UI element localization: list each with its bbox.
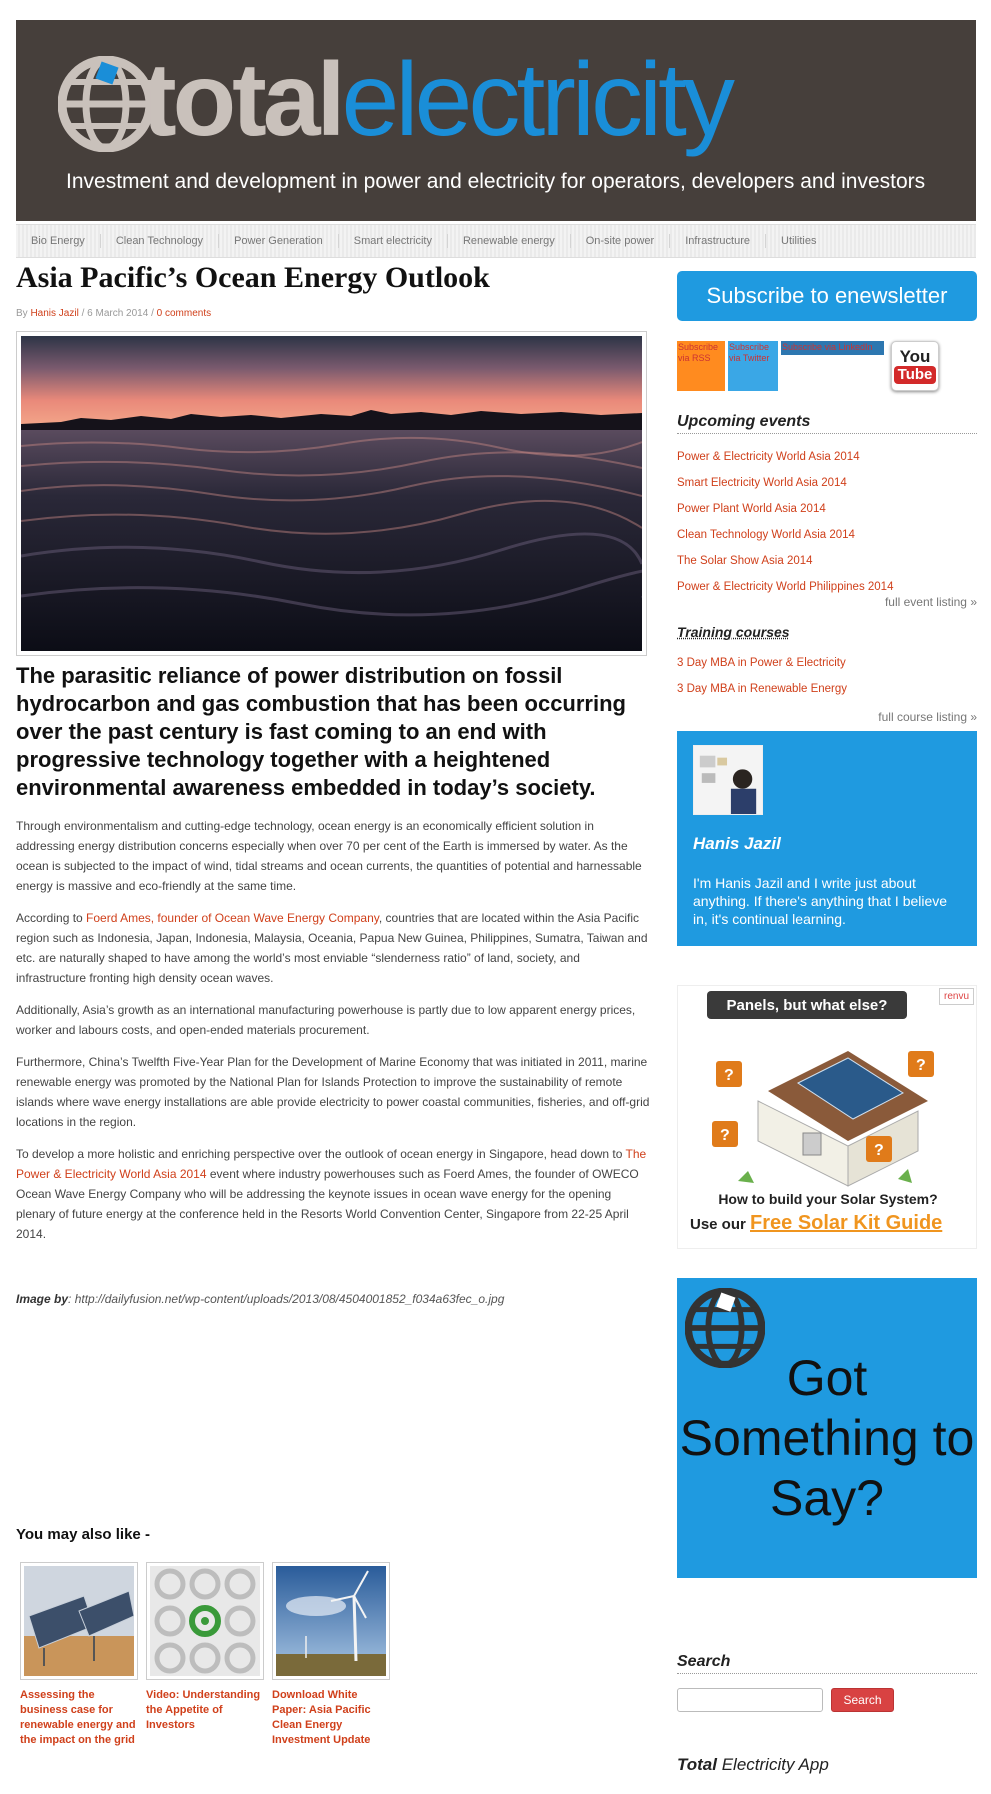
- logo-electricity: electricity: [341, 42, 731, 158]
- foerd-ames-link[interactable]: Foerd Ames, founder of Ocean Wave Energy Company: [86, 911, 379, 925]
- solar-panels-image: [24, 1566, 134, 1676]
- event-link[interactable]: Power & Electricity World Asia 2014: [677, 451, 860, 463]
- main-nav: [16, 224, 976, 258]
- nav-item-smart-electricity[interactable]: Smart electricity: [339, 234, 448, 248]
- paragraph-text: , countries that are located within the Asia Pacific region such as Indonesia, Japan, Indonesia, Malaysia, Oceania, Papua New Guinea, Philippines, Sumatra, Taiwan and etc. are naturally shaped to have among the world’s most enviable “slenderness ratio” of land, society, and infrastructure fronting high density ocean waves.: [16, 911, 648, 985]
- article-title[interactable]: Asia Pacific’s Ocean Energy Outlook: [16, 261, 490, 294]
- nav-item-clean-technology[interactable]: Clean Technology: [101, 234, 219, 248]
- nav-item-utilities[interactable]: Utilities: [781, 235, 817, 247]
- courses-list: [677, 650, 977, 702]
- event-link[interactable]: Power Plant World Asia 2014: [677, 503, 826, 515]
- image-credit: [16, 1292, 651, 1306]
- sidebar: [677, 271, 977, 1774]
- got-something-to-say-ad[interactable]: [677, 1278, 977, 1578]
- house-solar-illustration: [698, 1021, 958, 1189]
- search-title: Search: [677, 1653, 977, 1674]
- site-logo[interactable]: [142, 42, 731, 158]
- youtube-label-tube: Tube: [894, 366, 937, 384]
- article-date: / 6 March 2014 /: [78, 308, 157, 319]
- ocean-sunset-image: [21, 336, 642, 651]
- related-thumbnail[interactable]: [146, 1562, 264, 1680]
- search-form: [677, 1688, 977, 1712]
- article-paragraph-1: Through environmentalism and cutting-edge technology, ocean energy is an economically efficient solution in addressing energy distribution concerns especially when over 70 per cent of the Earth is immersed by water. As the ocean is subjected to the impact of wind, tidal streams and ocean currents, the quantities of potential and harnessable energy is massive and eco-friendly at the same time.: [16, 819, 642, 893]
- event-link[interactable]: The Solar Show Asia 2014: [677, 555, 813, 567]
- nav-item-infrastructure[interactable]: Infrastructure: [670, 234, 766, 248]
- search-widget: [677, 1653, 977, 1712]
- ad-line-2: [690, 1212, 942, 1235]
- image-credit-label: Image by: [16, 1292, 69, 1306]
- ad-line-2-prefix: Use our: [690, 1216, 751, 1233]
- avatar[interactable]: [693, 745, 763, 815]
- app-title-rest: Electricity App: [716, 1755, 829, 1774]
- related-caption[interactable]: Video: Understanding the Appetite of Investors: [146, 1689, 261, 1731]
- article-paragraph-3: Additionally, Asia’s growth as an international manufacturing powerhouse is partly due to low apparent energy prices, worker and labours costs, and open-ended materials procurement.: [16, 1003, 636, 1037]
- nav-item-power-generation[interactable]: Power Generation: [219, 234, 339, 248]
- events-widget: [677, 413, 977, 609]
- subscribe-linkedin-button[interactable]: Subscribe via LinkedIn: [781, 341, 884, 355]
- subscribe-twitter-button[interactable]: Subscribe via Twitter: [728, 341, 778, 391]
- events-list: [677, 444, 977, 600]
- social-links: [677, 341, 977, 395]
- related-title: You may also like -: [16, 1526, 150, 1543]
- author-name[interactable]: Hanis Jazil: [693, 834, 781, 853]
- globe-logo-icon[interactable]: [58, 56, 154, 152]
- event-link[interactable]: Smart Electricity World Asia 2014: [677, 477, 847, 489]
- author-box: [677, 731, 977, 946]
- app-title-bold: Total: [677, 1755, 717, 1774]
- courses-widget: [677, 624, 977, 724]
- paragraph-text: According to: [16, 911, 87, 925]
- search-input[interactable]: [677, 1688, 823, 1712]
- image-credit-url: : http://dailyfusion.net/wp-content/uploads/2013/08/4504001852_f034a63fec_o.jpg: [68, 1292, 505, 1306]
- course-link[interactable]: 3 Day MBA in Power & Electricity: [677, 657, 846, 669]
- article-hero-image: [16, 331, 647, 656]
- related-posts: [20, 1562, 390, 1748]
- search-button[interactable]: Search: [831, 1688, 894, 1712]
- app-widget-title: [677, 1755, 829, 1775]
- course-link[interactable]: 3 Day MBA in Renewable Energy: [677, 683, 848, 695]
- svg-text:?: ?: [720, 1127, 730, 1144]
- free-solar-kit-link[interactable]: Free Solar Kit Guide: [750, 1212, 943, 1234]
- byline-by-label: By: [16, 308, 28, 319]
- paragraph-text: event where industry powerhouses such as Foerd Ames, the founder of OWECO Ocean Wave Energy Company who will be addressing the keynote issues in ocean wave energy for the opening plenary of future energy at the conference held in the Resorts World Convention Center, Singapore from 22-25 April 2014.: [16, 1167, 639, 1241]
- event-link[interactable]: Power & Electricity World Philippines 2014: [677, 581, 894, 593]
- subscribe-rss-button[interactable]: Subscribe via RSS: [677, 341, 725, 391]
- nav-item-bio-energy[interactable]: Bio Energy: [16, 234, 101, 248]
- ad-brand-logo: renvu: [939, 988, 974, 1005]
- event-link[interactable]: Clean Technology World Asia 2014: [677, 529, 855, 541]
- ad-line-1: How to build your Solar System?: [718, 1191, 938, 1207]
- paragraph-text: To develop a more holistic and enriching perspective over the outlook of ocean energy in Singapore, head down to: [16, 1147, 626, 1161]
- author-bio: I'm Hanis Jazil and I write just about anything. If there's anything that I believe in, it's continual learning.: [693, 875, 948, 927]
- full-course-listing-link[interactable]: full course listing »: [878, 710, 977, 724]
- author-photo: [694, 746, 762, 814]
- nav-item-renewable-energy[interactable]: Renewable energy: [448, 234, 571, 248]
- author-link[interactable]: Hanis Jazil: [30, 308, 79, 319]
- courses-title: Training courses: [677, 624, 790, 640]
- youtube-icon[interactable]: [891, 341, 939, 391]
- youtube-label-you: You: [899, 347, 931, 366]
- svg-text:?: ?: [874, 1142, 884, 1159]
- ad-headline: Panels, but what else?: [707, 991, 907, 1019]
- nav-item-on-site-power[interactable]: On-site power: [571, 234, 670, 248]
- wind-turbine-image: [276, 1566, 386, 1676]
- related-thumbnail[interactable]: [272, 1562, 390, 1680]
- event-link[interactable]: The Power & Electricity World Asia 2014: [16, 1147, 647, 1181]
- related-thumbnail[interactable]: [20, 1562, 138, 1680]
- article: [16, 262, 651, 1306]
- article-byline: [16, 308, 651, 319]
- article-paragraph-2: [16, 908, 651, 988]
- related-card[interactable]: [20, 1562, 138, 1748]
- related-card[interactable]: [272, 1562, 390, 1748]
- related-card[interactable]: [146, 1562, 264, 1748]
- svg-text:?: ?: [724, 1067, 734, 1084]
- article-paragraph-4: Furthermore, China’s Twelfth Five-Year Plan for the Development of Marine Economy that was initiated in 2011, marine renewable energy was promoted by the National Plan for Islands Protection to improve the sustainability of remote islands where wave energy installations are able provide electricity to power coastal communities, fisheries, and off-grid locations in the region.: [16, 1055, 650, 1129]
- events-title: Upcoming events: [677, 413, 977, 434]
- article-paragraph-5: [16, 1144, 651, 1244]
- full-event-listing-link[interactable]: full event listing »: [884, 595, 977, 609]
- ad-text: Got Something to Say?: [679, 1350, 975, 1526]
- subscribe-enewsletter-button[interactable]: Subscribe to enewsletter: [677, 271, 977, 321]
- steering-wheels-image: [150, 1566, 260, 1676]
- article-body: [16, 816, 651, 1244]
- related-caption[interactable]: Download White Paper: Asia Pacific Clean Energy Investment Update: [272, 1689, 371, 1746]
- logo-total: total: [142, 42, 342, 158]
- article-lede: The parasitic reliance of power distribution on fossil hydrocarbon and gas combustion that has been occurring over the past century is fast coming to an end with progressive technology together with a heightened environmental awareness embedded in today’s society.: [16, 663, 626, 800]
- related-caption[interactable]: Assessing the business case for renewable energy and the impact on the grid: [20, 1689, 136, 1746]
- comments-link[interactable]: 0 comments: [156, 308, 212, 319]
- site-tagline: Investment and development in power and electricity for operators, developers and investors: [66, 170, 926, 193]
- solar-ad[interactable]: [677, 985, 977, 1249]
- svg-text:?: ?: [916, 1057, 926, 1074]
- site-header: [16, 20, 976, 221]
